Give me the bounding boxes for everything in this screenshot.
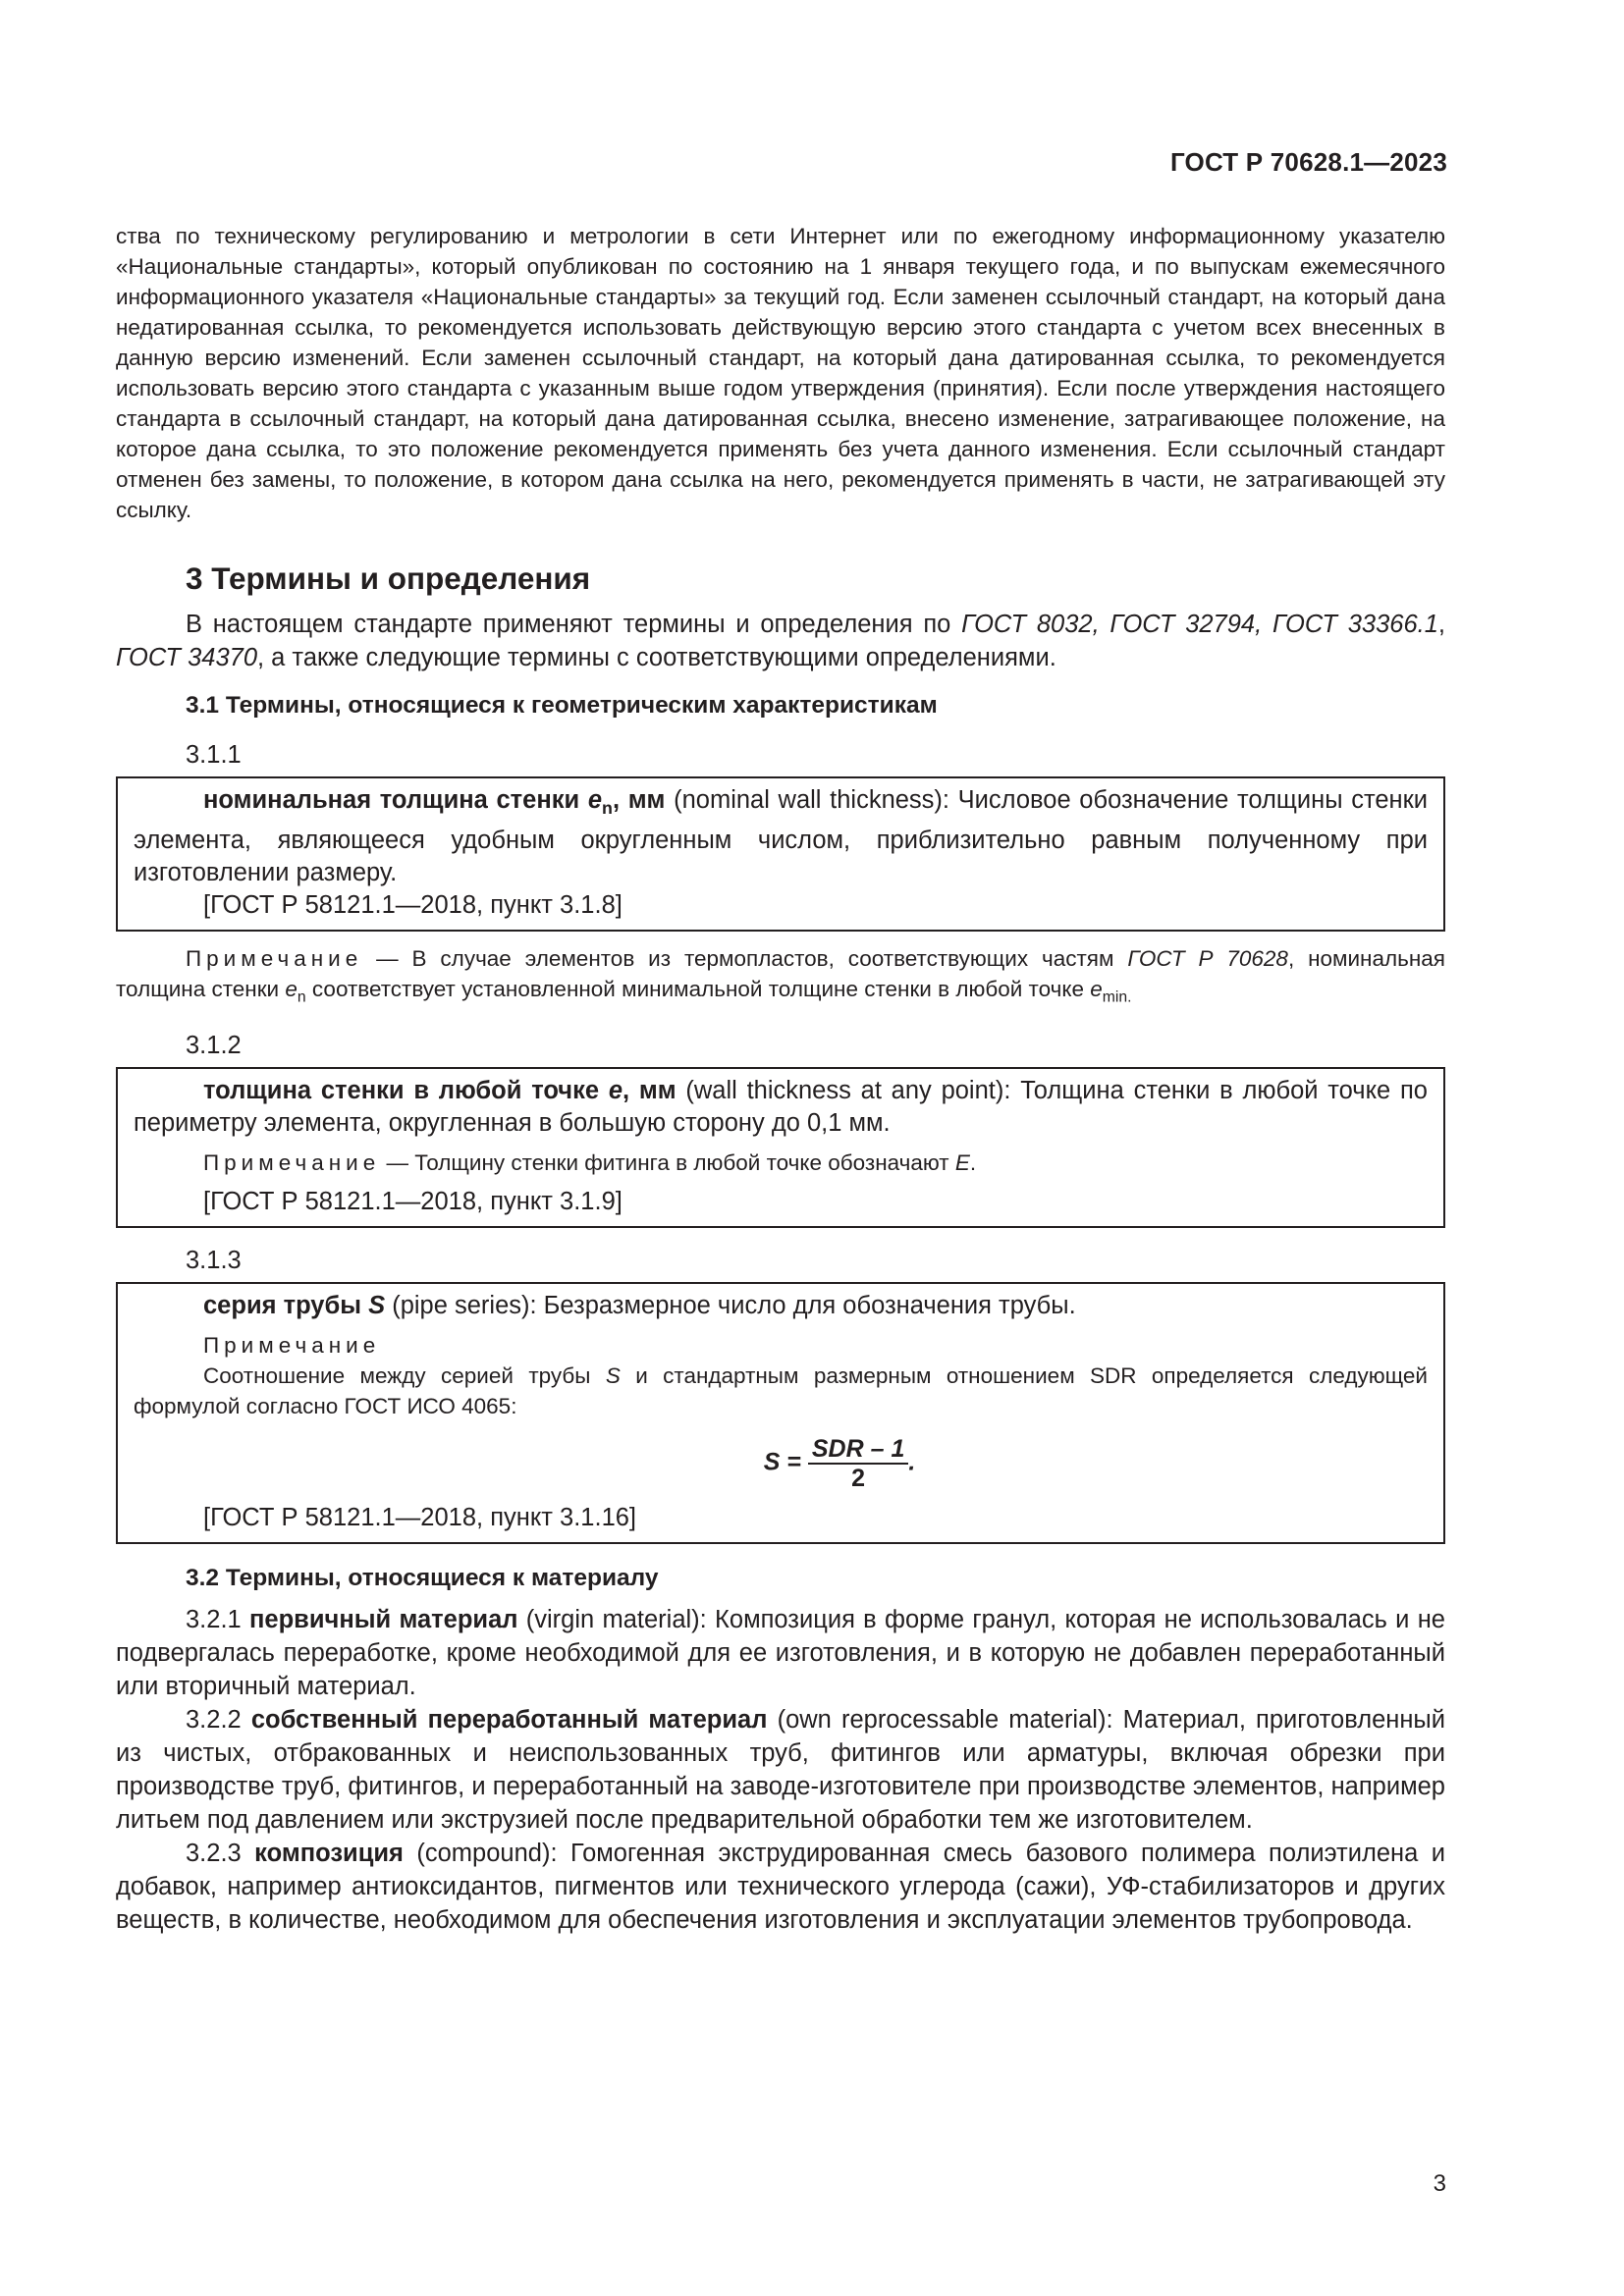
document-id-header: ГОСТ Р 70628.1—2023 <box>1169 147 1447 177</box>
term-3-1-1-box <box>116 776 1445 932</box>
subsection-3-1-heading: 3.1 Термины, относящиеся к геометрическим характеристикам <box>186 692 938 719</box>
term-3-1-1-reference: [ГОСТ Р 58121.1—2018, пункт 3.1.8] <box>203 891 623 920</box>
term-3-1-3-number: 3.1.3 <box>186 1246 242 1274</box>
term-3-1-2-reference: [ГОСТ Р 58121.1—2018, пункт 3.1.9] <box>203 1187 623 1215</box>
term-3-2-1: 3.2.1 первичный материал (virgin material): Композиция в форме гранул, которая не использовалась и не подвергалась переработке, кроме необходимой для ее изготовления, и в которую не добавлен переработанный или вторичный материал. <box>116 1605 1445 1700</box>
term-3-1-2-note: Примечание — Толщину стенки фитинга в любой точке обозначают E. <box>203 1149 977 1175</box>
page-number: 3 <box>1433 2170 1446 2197</box>
sdr-formula <box>134 1435 1428 1492</box>
term-3-1-2-definition: толщина стенки в любой точке e, мм (wall thickness at any point): Толщина стенки в любой точке по периметру элемента, округленная в большую сторону до 0,1 мм. <box>134 1076 1428 1137</box>
formula-numerator: SDR – 1 <box>808 1435 908 1465</box>
term-3-2-3: 3.2.3 композиция (compound): Гомогенная экструдированная смесь базового полимера полиэтилена и добавок, например антиоксидантов, пигментов или технического углерода (сажи), УФ-стабилизаторов и других веществ, в количестве, необходимом для обеспечения изготовления и эксплуатации элементов трубопровода. <box>116 1839 1445 1934</box>
term-3-2-2: 3.2.2 собственный переработанный материал (own reprocessable material): Материал, приготовленный из чистых, отбракованных и неиспользованных труб, фитингов или арматуры, включая обрезки при производстве труб, фитингов, и переработанный на заводе-изготовителе при производстве элементов, например литьем под давлением или экструзией после предварительной обработки тем же изготовителем. <box>116 1705 1445 1834</box>
term-3-1-3-note-label: Примечание <box>203 1332 381 1358</box>
section-3-intro: В настоящем стандарте применяют термины и определения по ГОСТ 8032, ГОСТ 32794, ГОСТ 33366.1, ГОСТ 34370, а также следующие термины с соответствующими определениями. <box>116 611 1445 671</box>
term-3-1-1-note: Примечание — В случае элементов из термопластов, соответствующих частям ГОСТ Р 70628, номинальная толщина стенки $e_n$ соответствует установленной минимальной толщине стенки в любой точке $e_{min.}$ <box>116 946 1445 1006</box>
term-3-1-3-definition: серия трубы S (pipe series): Безразмерное число для обозначения трубы. <box>203 1291 1076 1319</box>
subsection-3-2-heading: 3.2 Термины, относящиеся к материалу <box>186 1564 659 1591</box>
formula-end: . <box>908 1448 916 1476</box>
term-3-1-3-reference: [ГОСТ Р 58121.1—2018, пункт 3.1.16] <box>203 1503 637 1531</box>
formula-denominator: 2 <box>851 1464 866 1492</box>
term-3-1-1-number: 3.1.1 <box>186 741 242 769</box>
term-3-1-3-note: Соотношение между серией трубы S и стандартным размерным отношением SDR определяется следующей формулой согласно ГОСТ ИСО 4065: <box>134 1362 1428 1418</box>
intro-paragraph: ства по техническому регулированию и метрологии в сети Интернет или по ежегодному информационному указателю «Национальные стандарты», который опубликован по состоянию на 1 января текущего года, и по выпускам ежемесячного информационного указателя «Национальные стандарты» за текущий год. Если заменен ссылочный стандарт, на который дана недатированная ссылка, то рекомендуется использовать действующую версию этого стандарта с учетом всех внесенных в данную версию изменений. Если заменен ссылочный стандарт, на который дана датированная ссылка, то рекомендуется использовать версию этого стандарта с указанным выше годом утверждения (принятия). Если после утверждения настоящего стандарта в ссылочный стандарт, на который дана датированная ссылка, внесено изменение, затрагивающее положение, на которое дана ссылка, то это положение рекомендуется применять без учета данного изменения. Если ссылочный стандарт отменен без замены, то положение, в котором дана ссылка на него, рекомендуется применять в части, не затрагивающей эту ссылку. <box>116 224 1445 522</box>
formula-fraction <box>808 1435 908 1492</box>
term-3-1-2-number: 3.1.2 <box>186 1031 242 1059</box>
formula-lhs: S = <box>763 1448 808 1476</box>
term-3-1-1-definition: номинальная толщина стенки $e_n$, мм (nominal wall thickness): Числовое обозначение толщины стенки элемента, являющееся удобным округленным числом, приблизительно равным полученному при изготовлении размеру. <box>134 786 1428 887</box>
page-content <box>116 221 1445 1937</box>
term-3-1-2-box <box>116 1067 1445 1228</box>
section-3-heading: 3 Термины и определения <box>186 561 591 596</box>
term-3-1-3-box <box>116 1282 1445 1544</box>
